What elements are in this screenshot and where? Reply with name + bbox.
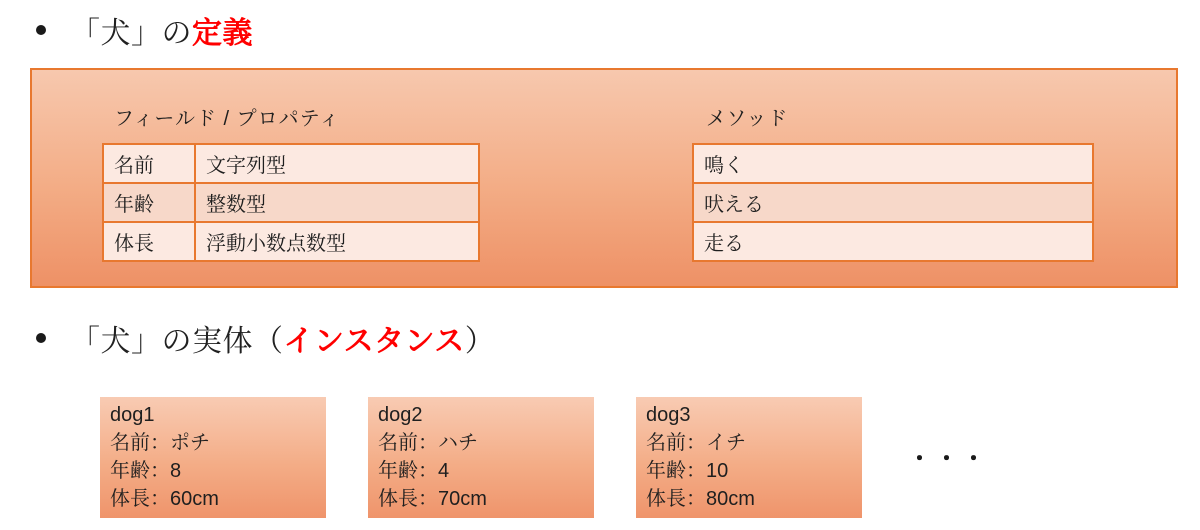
table-row — [104, 145, 478, 182]
heading-instances-prefix: 「犬」の実体（ — [70, 325, 284, 358]
instance-line: 年齢：4 — [378, 460, 450, 482]
field-name-cell: 体長 — [104, 223, 196, 260]
field-name-cell: 名前 — [104, 145, 196, 182]
instance-box-dog1 — [100, 397, 326, 518]
table-row — [104, 182, 478, 221]
bullet-icon — [36, 25, 46, 35]
method-cell: 吠える — [704, 194, 764, 216]
instance-box-dog2 — [368, 397, 594, 518]
instance-line: 名前：イチ — [646, 432, 746, 454]
table-row — [104, 221, 478, 260]
bullet-icon — [36, 333, 46, 343]
instance-box-dog3 — [636, 397, 862, 518]
instance-id: dog1 — [110, 404, 155, 426]
instance-line: 名前：ハチ — [378, 432, 478, 454]
definition-panel — [30, 68, 1178, 288]
table-row — [694, 182, 1092, 221]
table-row — [694, 145, 1092, 182]
instance-line: 体長：60cm — [110, 488, 219, 510]
field-name-cell: 年齢 — [104, 184, 196, 221]
instance-line: 体長：80cm — [646, 488, 755, 510]
heading-instances-text — [70, 316, 495, 360]
method-cell: 走る — [704, 233, 744, 255]
fields-table — [102, 143, 480, 262]
instance-line: 体長：70cm — [378, 488, 487, 510]
table-row — [694, 221, 1092, 260]
heading-instances — [36, 316, 495, 360]
field-type-cell: 浮動小数点数型 — [206, 233, 346, 255]
heading-definition — [36, 8, 253, 52]
instance-line: 年齢：8 — [110, 460, 182, 482]
heading-definition-text — [70, 8, 253, 52]
instance-line: 年齢：10 — [646, 460, 729, 482]
field-type-cell: 整数型 — [206, 194, 266, 216]
instance-line: 名前：ポチ — [110, 432, 210, 454]
heading-instances-emphasis: インスタンス — [283, 325, 465, 358]
methods-label: メソッド — [706, 108, 789, 130]
heading-definition-prefix: 「犬」の — [70, 17, 192, 50]
method-cell: 鳴く — [704, 155, 744, 177]
fields-label: フィールド / プロパティ — [114, 108, 341, 130]
instance-id: dog3 — [646, 404, 691, 426]
heading-instances-suffix: ） — [464, 325, 496, 358]
ellipsis-dots: ・・・ — [908, 445, 989, 471]
instance-id: dog2 — [378, 404, 423, 426]
heading-definition-emphasis: 定義 — [192, 17, 253, 50]
field-type-cell: 文字列型 — [206, 155, 286, 177]
methods-table — [692, 143, 1094, 262]
